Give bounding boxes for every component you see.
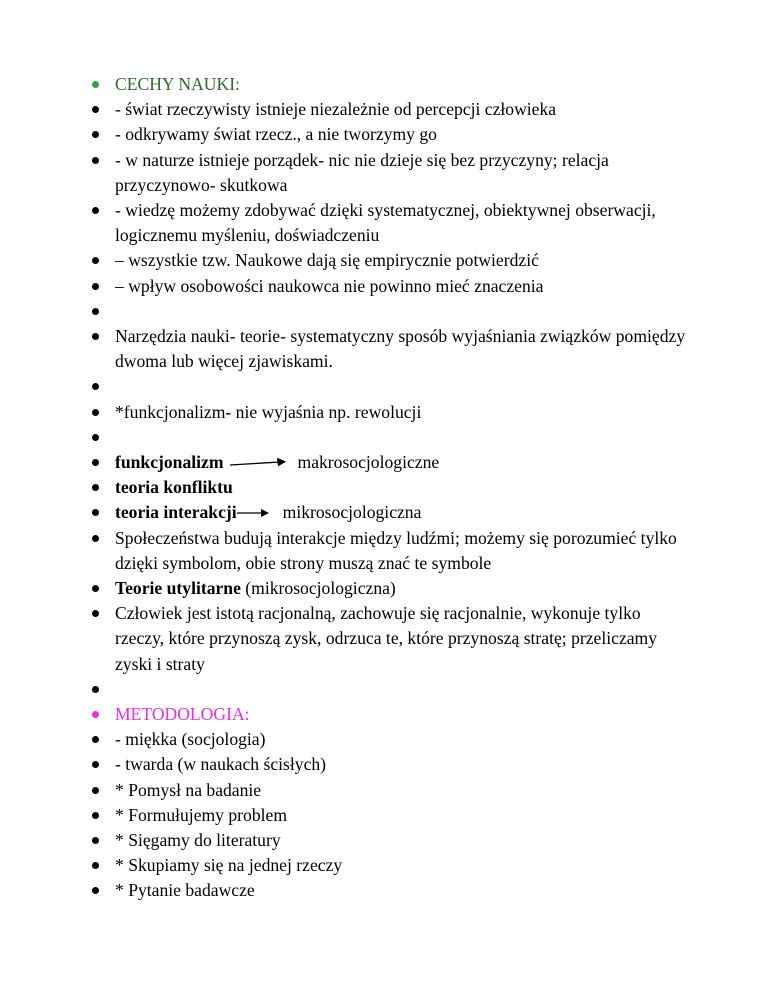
list-item: * Sięgamy do literatury	[92, 828, 692, 853]
bullet-icon	[92, 711, 99, 718]
label-makrosocjologiczne: makrosocjologiczne	[297, 452, 440, 472]
bullet-icon	[92, 686, 99, 693]
list-item-funkcjonalizm	[92, 450, 692, 475]
arrow-right-icon	[228, 456, 288, 470]
list-item: - wiedzę możemy zdobywać dzięki systematycznej, obiektywnej obserwacji, logicznemu myśleniu, doświadczeniu	[92, 198, 692, 248]
list-item-teoria-interakcji	[92, 500, 692, 525]
theory-interakcji: teoria interakcji	[115, 502, 237, 523]
list-item: * Skupiamy się na jednej rzeczy	[92, 853, 692, 878]
empty-list-item	[92, 299, 692, 324]
bullet-icon	[92, 283, 99, 290]
list-item-teoria-konfliktu: teoria konfliktu	[92, 475, 692, 500]
theory-row	[115, 500, 692, 525]
bullet-icon	[92, 157, 99, 164]
bullet-icon	[92, 257, 99, 264]
notes-list	[92, 72, 692, 904]
bullet-icon	[92, 736, 99, 743]
list-item: - odkrywamy świat rzecz., a nie tworzymy go	[92, 122, 692, 147]
bullet-icon	[92, 409, 99, 416]
bullet-icon	[92, 106, 99, 113]
theory-funkcjonalizm: funkcjonalizm	[115, 452, 224, 472]
bullet-icon	[92, 887, 99, 894]
bullet-icon	[92, 862, 99, 869]
label-mikrosocjologiczna: mikrosocjologiczna	[282, 502, 422, 523]
empty-list-item	[92, 374, 692, 399]
bullet-icon	[92, 761, 99, 768]
arrow-right-icon	[237, 506, 271, 520]
bullet-icon	[92, 131, 99, 138]
bullet-icon	[92, 610, 99, 617]
list-item: - twarda (w naukach ścisłych)	[92, 752, 692, 777]
list-item: * Pomysł na badanie	[92, 778, 692, 803]
bullet-icon	[92, 383, 99, 390]
bullet-icon	[92, 787, 99, 794]
bullet-icon	[92, 585, 99, 592]
heading-metodologia: METODOLOGIA:	[92, 702, 692, 727]
list-item: * Formułujemy problem	[92, 803, 692, 828]
list-item: - w naturze istnieje porządek- nic nie dzieje się bez przyczyny; relacja przyczynowo- skutkowa	[92, 148, 692, 198]
empty-list-item	[92, 425, 692, 450]
list-item-spoleczenstwa: Społeczeństwa budują interakcje między ludźmi; możemy się porozumieć tylko dzięki symbolom, obie strony muszą znać te symbole	[92, 526, 692, 576]
bullet-icon	[92, 207, 99, 214]
bullet-icon	[92, 484, 99, 491]
bullet-icon	[92, 434, 99, 441]
heading-cechy-nauki: CECHY NAUKI:	[92, 72, 692, 97]
empty-list-item	[92, 677, 692, 702]
list-item: – wszystkie tzw. Naukowe dają się empirycznie potwierdzić	[92, 248, 692, 273]
list-item: - miękka (socjologia)	[92, 727, 692, 752]
list-item-teorie-utylitarne: Teorie utylitarne (mikrosocjologiczna)	[92, 576, 692, 601]
bullet-icon	[92, 509, 99, 516]
list-item-narzedzia: Narzędzia nauki- teorie- systematyczny sposób wyjaśniania związków pomiędzy dwoma lub więcej zjawiskami.	[92, 324, 692, 374]
list-item-czlowiek: Człowiek jest istotą racjonalną, zachowuje się racjonalnie, wykonuje tylko rzeczy, które przynoszą zysk, odrzuca te, które przynoszą stratę; przeliczamy zyski i straty	[92, 601, 692, 677]
bullet-icon	[92, 535, 99, 542]
bullet-icon	[92, 308, 99, 315]
list-item-funkcjonalizm-note: *funkcjonalizm- nie wyjaśnia np. rewolucji	[92, 400, 692, 425]
list-item: - świat rzeczywisty istnieje niezależnie od percepcji człowieka	[92, 97, 692, 122]
bullet-icon	[92, 333, 99, 340]
list-item: * Pytanie badawcze	[92, 878, 692, 903]
theory-row	[115, 450, 692, 475]
bullet-icon	[92, 812, 99, 819]
bullet-icon	[92, 81, 99, 88]
bullet-icon	[92, 459, 99, 466]
list-item: – wpływ osobowości naukowca nie powinno mieć znaczenia	[92, 274, 692, 299]
bullet-icon	[92, 837, 99, 844]
